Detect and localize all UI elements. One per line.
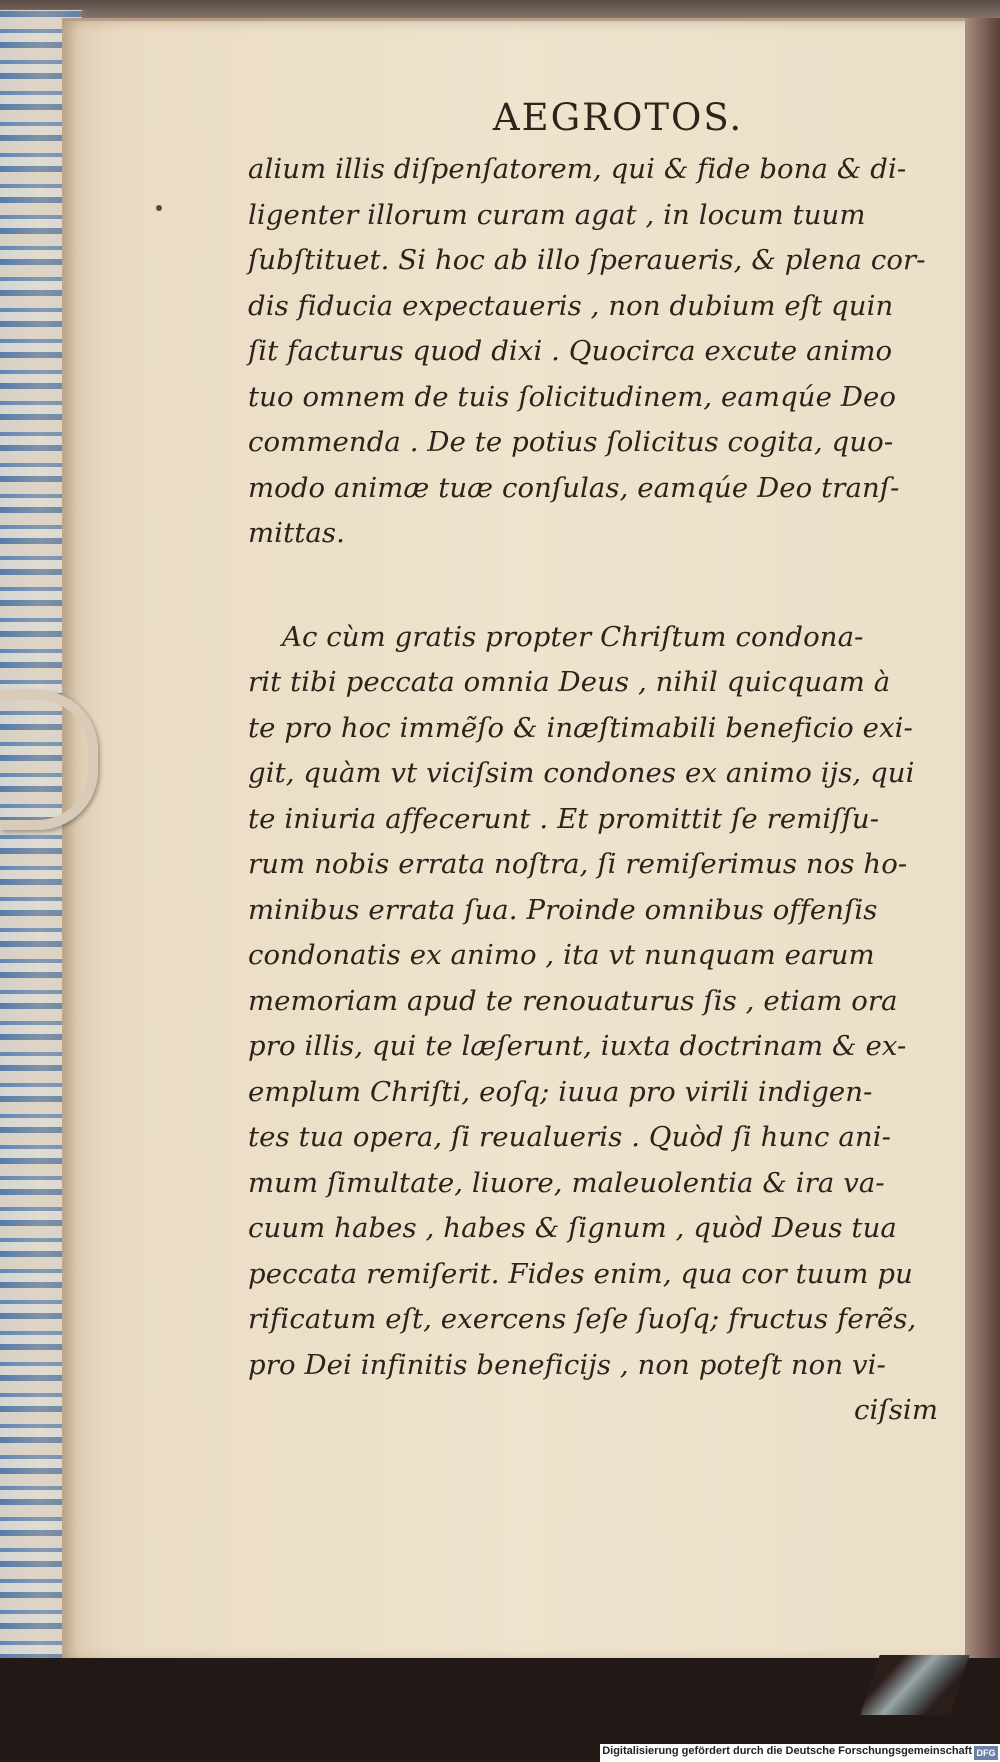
page-ribbon xyxy=(0,690,98,830)
text-line: commenda . De te potius ſolicitus cogita, quo- xyxy=(248,426,894,458)
catchword: ciſsim xyxy=(854,1394,938,1426)
paragraph-gap xyxy=(248,557,948,615)
text-line: rum nobis errata noſtra, ſi remiſerimus nos ho- xyxy=(248,848,908,880)
text-line: pro illis, qui te læſerunt, iuxta doctrinam & ex- xyxy=(248,1030,907,1062)
text-line: dis fiducia expectaueris , non dubium eſt quin xyxy=(248,289,894,322)
text-line: peccata remiſerit. Fides enim, qua cor tuum pu xyxy=(248,1257,913,1290)
paragraph-1 xyxy=(248,147,948,557)
text-line: cuum habes , habes & ſignum , quòd Deus tua xyxy=(248,1212,897,1244)
text-line: alium illis diſpenſatorem, qui & fide bona & di- xyxy=(248,153,907,185)
text-line: tes tua opera, ſi reualueris . Quòd ſi hunc ani- xyxy=(248,1121,891,1153)
digitization-credit: Digitalisierung gefördert durch die Deutsche Forschungsgemeinschaft xyxy=(602,1745,972,1757)
text-line: mittas. xyxy=(248,517,345,549)
paragraph-2 xyxy=(248,615,948,1434)
text-line: Ac cùm gratis propter Chriſtum condona- xyxy=(282,620,864,653)
text-line: condonatis ex animo , ita vt nunquam earum xyxy=(248,939,875,971)
right-page-edge xyxy=(965,18,1000,1658)
text-line: tuo omnem de tuis ſolicitudinem, eamqúe Deo xyxy=(248,380,897,413)
text-line: te iniuria affecerunt . Et promittit ſe remiſſu- xyxy=(248,802,880,835)
text-line: ſubſtituet. Si hoc ab illo ſperaueris, & plena cor- xyxy=(248,244,926,276)
text-line: memoriam apud te renouaturus ſis , etiam ora xyxy=(248,984,898,1017)
text-line: ſit facturus quod dixi . Quocirca excute animo xyxy=(248,335,893,367)
text-line: pro Dei infinitis beneficijs , non poteſt non vi- xyxy=(248,1348,886,1381)
text-line: emplum Chriſti, eoſq; iuua pro virili indigen- xyxy=(248,1075,873,1108)
running-head: AEGROTOS. xyxy=(492,96,744,139)
text-line: rit tibi peccata omnia Deus , nihil quicquam à xyxy=(248,666,891,698)
text-line: mum ſimultate, liuore, maleuolentia & ira va- xyxy=(248,1166,885,1199)
text-line: ligenter illorum curam agat , in locum tuum xyxy=(248,198,866,231)
page-text xyxy=(248,96,948,1434)
text-line: minibus errata ſua. Proinde omnibus offenſis xyxy=(248,893,878,926)
text-line: modo animæ tuæ conſulas, eamqúe Deo tranſ- xyxy=(248,471,900,504)
text-line: rificatum eſt, exercens ſeſe ſuoſq; fructus ferẽs, xyxy=(248,1303,917,1335)
text-line: te pro hoc immẽſo & inæſtimabili beneficio exi- xyxy=(248,711,913,744)
text-line: git, quàm vt viciſsim condones ex animo ijs, qui xyxy=(248,757,915,789)
dfg-logo: DFG xyxy=(974,1746,998,1760)
ink-dot xyxy=(156,205,162,211)
